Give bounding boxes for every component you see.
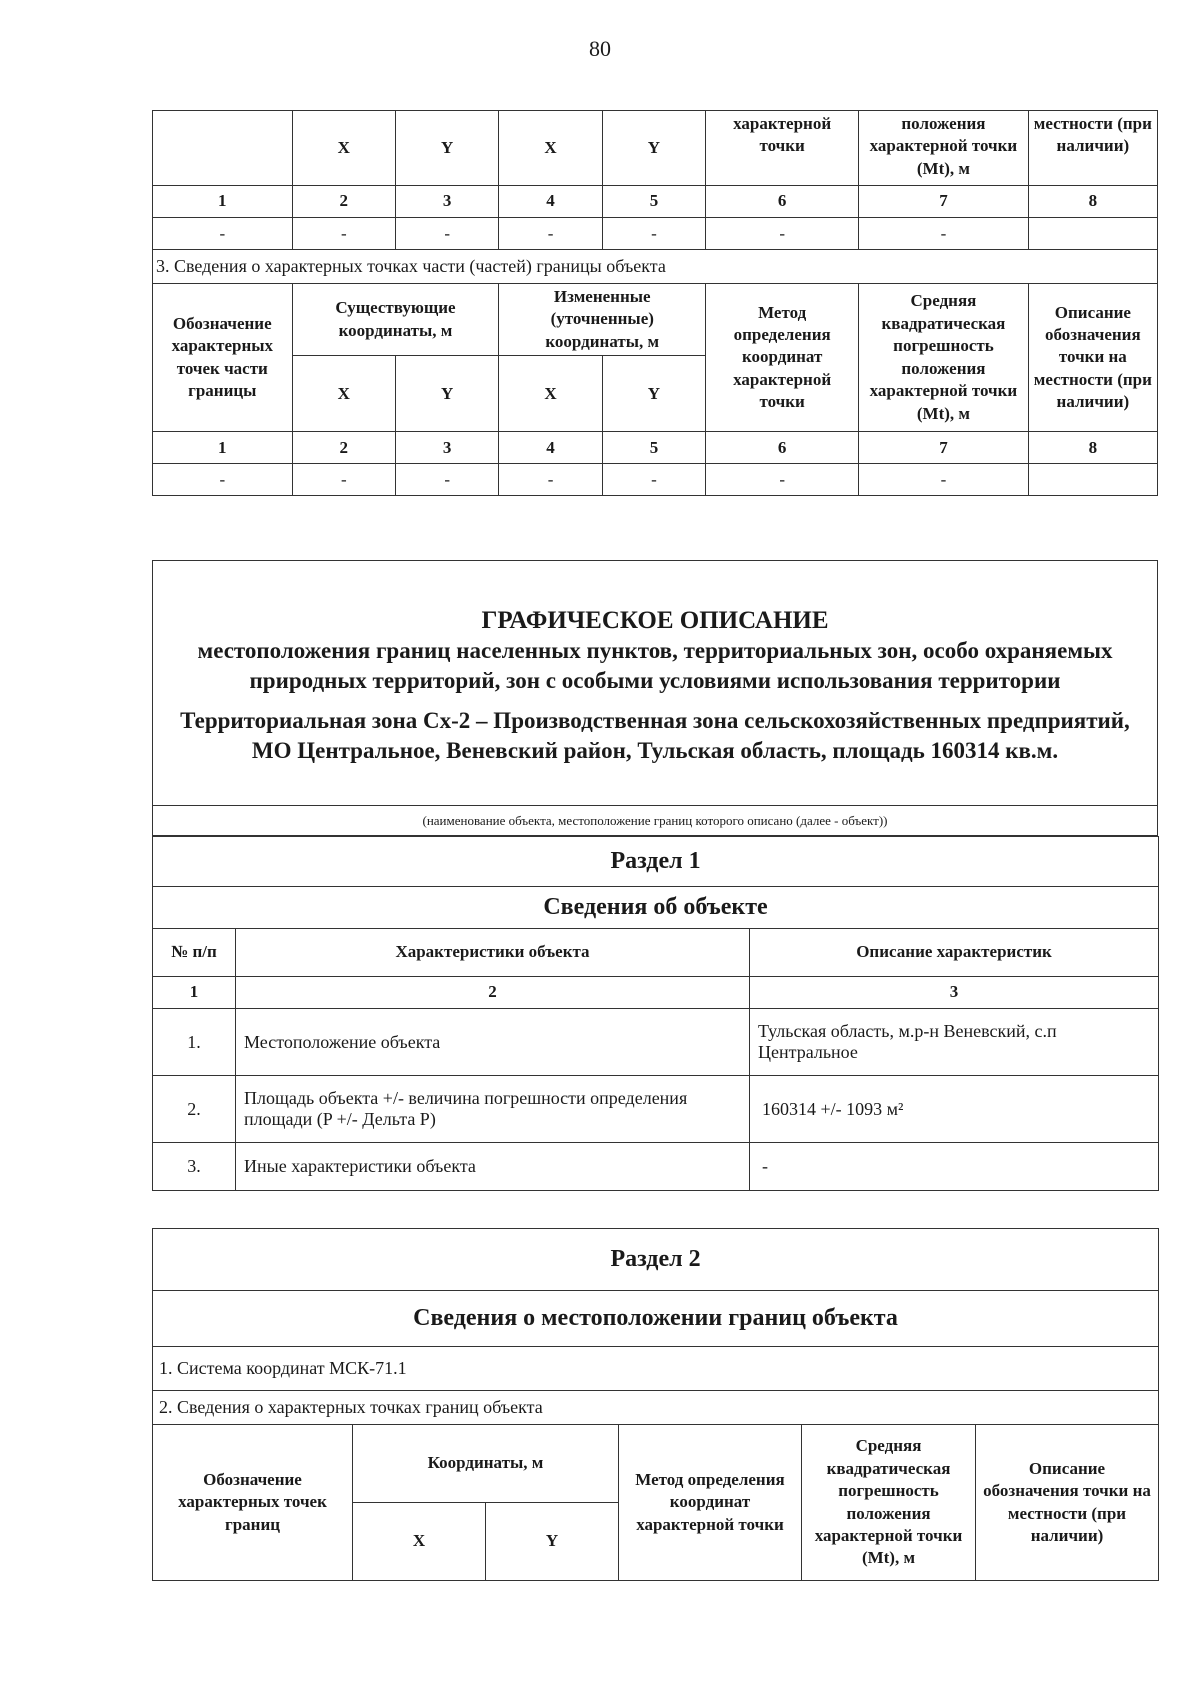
header-method: Метод определения координат характерной точки xyxy=(706,284,859,432)
table-cell: - xyxy=(602,218,705,250)
header-description-tail: местности (при наличии) xyxy=(1028,111,1157,186)
characteristic-name: Местоположение объекта xyxy=(236,1009,750,1076)
header-y2: Y xyxy=(602,356,705,432)
col-number: 3 xyxy=(750,977,1159,1009)
coordinate-system: 1. Система координат МСК-71.1 xyxy=(153,1347,1159,1391)
header-y: Y xyxy=(395,356,498,432)
characteristic-value: Тульская область, м.р-н Веневский, с.п Центральное xyxy=(750,1009,1159,1076)
col-number: 5 xyxy=(602,186,705,218)
section1-table xyxy=(152,836,1159,1191)
points-title: 2. Сведения о характерных точках границ объекта xyxy=(153,1391,1159,1425)
header-coords: Координаты, м xyxy=(353,1425,619,1503)
table-cell: - xyxy=(859,464,1029,496)
col-number: 6 xyxy=(706,432,859,464)
col-number: 1 xyxy=(153,432,293,464)
section2-table xyxy=(152,1228,1159,1581)
table-cell: - xyxy=(706,464,859,496)
characteristic-value: - xyxy=(750,1143,1159,1191)
table-cell: - xyxy=(859,218,1029,250)
header-description: Описание обозначения точки на местности (при наличии) xyxy=(1028,284,1157,432)
col-number: 8 xyxy=(1028,186,1157,218)
col-number: 3 xyxy=(395,186,498,218)
table-cell: - xyxy=(292,464,395,496)
table-cell: - xyxy=(292,218,395,250)
header-method: Метод определения координат характерной точки xyxy=(619,1425,802,1581)
object-caption: (наименование объекта, местоположение границ которого описано (далее - объект)) xyxy=(153,806,1158,836)
header-error: Средняя квадратическая погрешность положения характерной точки (Mt), м xyxy=(802,1425,976,1581)
table-cell: - xyxy=(395,464,498,496)
col-number: 8 xyxy=(1028,432,1157,464)
table-cell xyxy=(1028,464,1157,496)
page-number: 80 xyxy=(589,36,611,61)
section1-title: Раздел 1 xyxy=(153,837,1159,887)
header-designation: Обозначение характерных точек части границы xyxy=(153,284,293,432)
col-number: 1 xyxy=(153,977,236,1009)
table-cell: - xyxy=(153,218,293,250)
col-number: 3 xyxy=(395,432,498,464)
header-existing-coords: Существующие координаты, м xyxy=(292,284,499,356)
header-description: Описание обозначения точки на местности (при наличии) xyxy=(976,1425,1159,1581)
col-number: 2 xyxy=(236,977,750,1009)
graphic-description-block xyxy=(152,560,1158,836)
col-number: 4 xyxy=(499,432,602,464)
section2-subtitle: Сведения о местоположении границ объекта xyxy=(153,1291,1159,1347)
header-method-tail: характерной точки xyxy=(706,111,859,186)
header-changed-coords: Измененные (уточненные) координаты, м xyxy=(499,284,706,356)
header-error: Средняя квадратическая погрешность положения характерной точки (Mt), м xyxy=(859,284,1029,432)
section2-title: Раздел 2 xyxy=(153,1229,1159,1291)
header-y: Y xyxy=(486,1503,619,1581)
graphic-title-cell xyxy=(153,561,1158,806)
graphic-subtitle: местоположения границ населенных пунктов, территориальных зон, особо охраняемых природных территорий, зон с особыми условиями использования территории xyxy=(197,637,1113,693)
row-number: 1. xyxy=(153,1009,236,1076)
object-name: Территориальная зона Сх-2 – Производственная зона сельскохозяйственных предприятий, МО Центральное, Веневский район, Тульская область, площадь 160314 кв.м. xyxy=(180,707,1130,763)
column-header: Описание характеристик xyxy=(750,929,1159,977)
header-x: X xyxy=(292,356,395,432)
graphic-title: ГРАФИЧЕСКОЕ ОПИСАНИЕ xyxy=(481,606,829,634)
col-number: 1 xyxy=(153,186,293,218)
table-cell: - xyxy=(706,218,859,250)
characteristic-name: Площадь объекта +/- величина погрешности определения площади (P +/- Дельта P) xyxy=(236,1076,750,1143)
header-error-tail: положения характерной точки (Mt), м xyxy=(859,111,1029,186)
col-number: 7 xyxy=(859,432,1029,464)
col-number: 2 xyxy=(292,432,395,464)
col-number: 6 xyxy=(706,186,859,218)
table-cell: - xyxy=(499,464,602,496)
points-continuation-table xyxy=(152,110,1158,496)
table-cell: - xyxy=(499,218,602,250)
table-cell: - xyxy=(153,464,293,496)
blank-cell xyxy=(153,111,293,186)
col-number: 7 xyxy=(859,186,1029,218)
characteristic-value: 160314 +/- 1093 м² xyxy=(750,1076,1159,1143)
section3-title: 3. Сведения о характерных точках части (частей) границы объекта xyxy=(153,250,1158,284)
header-x2: X xyxy=(499,111,602,186)
characteristic-name: Иные характеристики объекта xyxy=(236,1143,750,1191)
header-x2: X xyxy=(499,356,602,432)
col-number: 4 xyxy=(499,186,602,218)
table-cell: - xyxy=(395,218,498,250)
header-x: X xyxy=(292,111,395,186)
table-cell xyxy=(1028,218,1157,250)
header-x: X xyxy=(353,1503,486,1581)
col-number: 5 xyxy=(602,432,705,464)
header-designation: Обозначение характерных точек границ xyxy=(153,1425,353,1581)
column-header: № п/п xyxy=(153,929,236,977)
column-header: Характеристики объекта xyxy=(236,929,750,977)
col-number: 2 xyxy=(292,186,395,218)
header-y: Y xyxy=(395,111,498,186)
section1-subtitle: Сведения об объекте xyxy=(153,887,1159,929)
header-y2: Y xyxy=(602,111,705,186)
row-number: 3. xyxy=(153,1143,236,1191)
table-cell: - xyxy=(602,464,705,496)
row-number: 2. xyxy=(153,1076,236,1143)
